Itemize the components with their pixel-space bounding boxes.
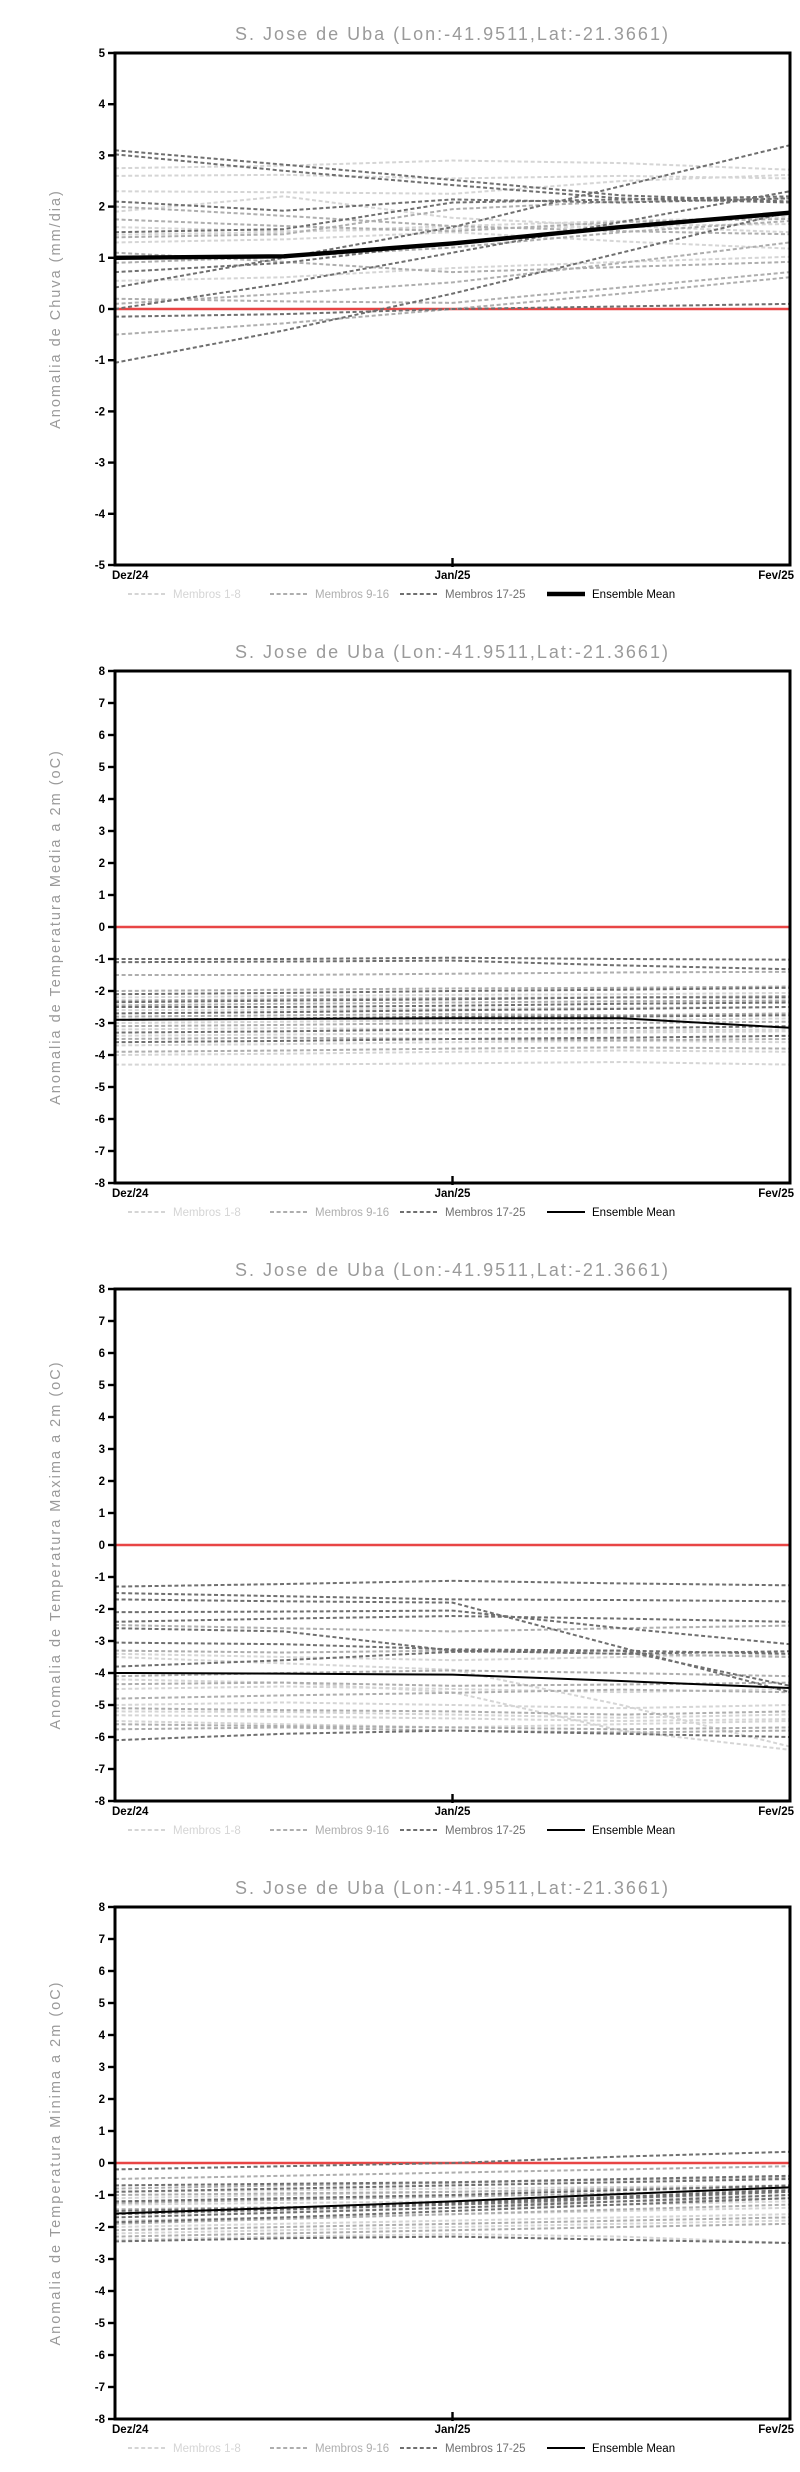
y-tick-label: 4 xyxy=(98,2030,105,2042)
y-tick-label: -3 xyxy=(94,2254,105,2266)
y-tick-label: 5 xyxy=(98,1380,105,1392)
x-tick-label: Fev/25 xyxy=(758,1188,794,1200)
y-tick-label: 2 xyxy=(98,2094,105,2106)
y-tick-label: -5 xyxy=(94,2318,105,2330)
chart-title: S. Jose de Uba (Lon:-41.9511,Lat:-21.3661) xyxy=(235,1260,670,1280)
legend xyxy=(128,1207,675,1219)
y-tick-label: -2 xyxy=(94,1604,105,1616)
y-tick-label: 3 xyxy=(98,150,105,163)
y-tick-label: 1 xyxy=(98,2126,105,2138)
member-line-group-3 xyxy=(115,1731,790,1741)
legend-label: Membros 9-16 xyxy=(315,589,390,601)
member-line-group-2 xyxy=(115,972,790,975)
x-tick-label: Dez/24 xyxy=(112,2424,149,2436)
legend-label: Membros 9-16 xyxy=(315,1207,390,1219)
y-tick-label: -8 xyxy=(94,2414,105,2426)
y-tick-label: 1 xyxy=(98,890,105,902)
x-tick-label: Jan/25 xyxy=(434,570,471,582)
y-tick-label: 6 xyxy=(98,1966,105,1978)
x-tick-label: Jan/25 xyxy=(434,1188,471,1200)
y-tick-label: 6 xyxy=(98,1348,105,1360)
member-line-group-1 xyxy=(115,1715,790,1721)
y-tick-label: -4 xyxy=(94,1050,105,1062)
member-line-group-3 xyxy=(115,961,790,970)
y-tick-label: -7 xyxy=(94,1146,105,1158)
y-tick-label: -6 xyxy=(94,2350,105,2362)
y-tick-label: 4 xyxy=(98,794,105,806)
chart-title: S. Jose de Uba (Lon:-41.9511,Lat:-21.3661) xyxy=(235,1878,670,1898)
chart-title: S. Jose de Uba (Lon:-41.9511,Lat:-21.3661) xyxy=(235,24,670,44)
legend-label: Membros 1-8 xyxy=(173,589,241,601)
member-line-group-3 xyxy=(115,1599,790,1692)
x-tick-label: Fev/25 xyxy=(758,2424,794,2436)
member-line-group-3 xyxy=(115,958,790,960)
member-line-group-3 xyxy=(115,304,790,317)
y-tick-label: 7 xyxy=(98,1316,105,1328)
member-line-group-2 xyxy=(115,242,790,303)
y-tick-label: 3 xyxy=(98,1444,105,1456)
legend xyxy=(128,1825,675,1837)
y-tick-label: -5 xyxy=(94,1700,105,1712)
member-line-group-3 xyxy=(115,1616,790,1622)
chart-panel-temp-minima xyxy=(0,1854,800,2472)
legend-label: Membros 17-25 xyxy=(445,2443,526,2455)
y-tick-label: -8 xyxy=(94,1796,105,1808)
y-tick-label: 0 xyxy=(98,922,105,934)
chart-svg-temp-media xyxy=(0,618,800,1236)
legend-label: Ensemble Mean xyxy=(592,589,676,601)
y-tick-label: 4 xyxy=(98,1412,105,1424)
member-line-group-1 xyxy=(115,1062,790,1065)
y-tick-label: -2 xyxy=(94,406,105,419)
y-tick-label: -1 xyxy=(94,355,105,368)
x-tick-label: Jan/25 xyxy=(434,1806,471,1818)
y-tick-label: 1 xyxy=(98,1508,105,1520)
y-tick-label: -3 xyxy=(94,457,105,470)
plot-area xyxy=(115,927,790,1065)
member-line-group-3 xyxy=(115,1581,790,1587)
y-tick-label: 7 xyxy=(98,698,105,710)
member-line-group-1 xyxy=(115,1654,790,1660)
y-tick-label: 2 xyxy=(98,201,105,214)
chart-svg-chuva xyxy=(0,0,800,618)
x-tick-label: Dez/24 xyxy=(112,1188,149,1200)
plot-area xyxy=(115,1545,790,1750)
y-tick-label: -5 xyxy=(94,1082,105,1094)
y-axis-label: Anomalia de Temperatura Media a 2m (oC) xyxy=(48,749,64,1105)
y-axis-label: Anomalia de Temperatura Maxima a 2m (oC) xyxy=(48,1360,64,1730)
y-tick-label: -2 xyxy=(94,2222,105,2234)
y-tick-label: -7 xyxy=(94,2382,105,2394)
chart-panel-chuva xyxy=(0,0,800,618)
y-tick-label: 1 xyxy=(98,252,105,265)
y-tick-label: 8 xyxy=(98,666,105,678)
legend-label: Membros 17-25 xyxy=(445,1207,526,1219)
legend-label: Ensemble Mean xyxy=(592,2443,676,2455)
chart-panel-temp-media xyxy=(0,618,800,1236)
member-line-group-1 xyxy=(115,2221,790,2234)
legend-label: Ensemble Mean xyxy=(592,1825,676,1837)
y-tick-label: 7 xyxy=(98,1934,105,1946)
legend-label: Membros 9-16 xyxy=(315,2443,390,2455)
y-tick-label: -1 xyxy=(94,1572,105,1584)
legend-label: Membros 1-8 xyxy=(173,1207,241,1219)
y-tick-label: -5 xyxy=(94,560,105,572)
x-tick-label: Dez/24 xyxy=(112,570,149,582)
y-tick-label: 0 xyxy=(98,1540,105,1552)
y-tick-label: -4 xyxy=(94,2286,105,2298)
y-tick-label: 3 xyxy=(98,2062,105,2074)
y-tick-label: 8 xyxy=(98,1902,105,1914)
member-line-group-3 xyxy=(115,1643,790,1686)
y-tick-label: 2 xyxy=(98,858,105,870)
legend-label: Membros 9-16 xyxy=(315,1825,390,1837)
y-tick-label: -6 xyxy=(94,1732,105,1744)
member-line-group-1 xyxy=(115,1702,790,1708)
legend-label: Membros 1-8 xyxy=(173,2443,241,2455)
x-tick-label: Fev/25 xyxy=(758,570,794,582)
y-tick-label: 3 xyxy=(98,826,105,838)
y-tick-label: -1 xyxy=(94,954,105,966)
y-tick-label: -4 xyxy=(94,508,105,521)
y-tick-label: 5 xyxy=(98,48,105,60)
chart-panel-temp-maxima xyxy=(0,1236,800,1854)
legend-label: Membros 17-25 xyxy=(445,1825,526,1837)
x-tick-label: Fev/25 xyxy=(758,1806,794,1818)
y-tick-label: -3 xyxy=(94,1636,105,1648)
y-tick-label: 0 xyxy=(98,2158,105,2170)
legend-label: Ensemble Mean xyxy=(592,1207,676,1219)
y-tick-label: 0 xyxy=(98,304,105,316)
x-tick-label: Dez/24 xyxy=(112,1806,149,1818)
chart-svg-temp-minima xyxy=(0,1854,800,2472)
chart-title: S. Jose de Uba (Lon:-41.9511,Lat:-21.3661) xyxy=(235,642,670,662)
x-tick-label: Jan/25 xyxy=(434,2424,471,2436)
y-tick-label: 6 xyxy=(98,730,105,742)
legend-label: Membros 17-25 xyxy=(445,589,526,601)
y-tick-label: -1 xyxy=(94,2190,105,2202)
y-tick-label: 8 xyxy=(98,1284,105,1296)
plot-area xyxy=(115,145,790,363)
y-tick-label: -4 xyxy=(94,1668,105,1680)
y-tick-label: 5 xyxy=(98,1998,105,2010)
y-tick-label: -3 xyxy=(94,1018,105,1030)
y-tick-label: -6 xyxy=(94,1114,105,1126)
legend xyxy=(128,2443,675,2455)
member-line-group-3 xyxy=(115,2152,790,2170)
y-tick-label: -7 xyxy=(94,1764,105,1776)
y-tick-label: 2 xyxy=(98,1476,105,1488)
member-line-group-2 xyxy=(115,277,790,334)
member-line-group-2 xyxy=(115,1690,790,1699)
plot-area xyxy=(115,2152,790,2243)
y-tick-label: 5 xyxy=(98,762,105,774)
y-axis-label: Anomalia de Temperatura Minima a 2m (oC) xyxy=(48,1980,64,2346)
chart-svg-temp-maxima xyxy=(0,1236,800,1854)
y-tick-label: -8 xyxy=(94,1178,105,1190)
legend xyxy=(128,589,675,601)
y-tick-label: 4 xyxy=(98,99,105,112)
y-axis-label: Anomalia de Chuva (mm/dia) xyxy=(48,189,64,429)
y-tick-label: -2 xyxy=(94,986,105,998)
legend-label: Membros 1-8 xyxy=(173,1825,241,1837)
